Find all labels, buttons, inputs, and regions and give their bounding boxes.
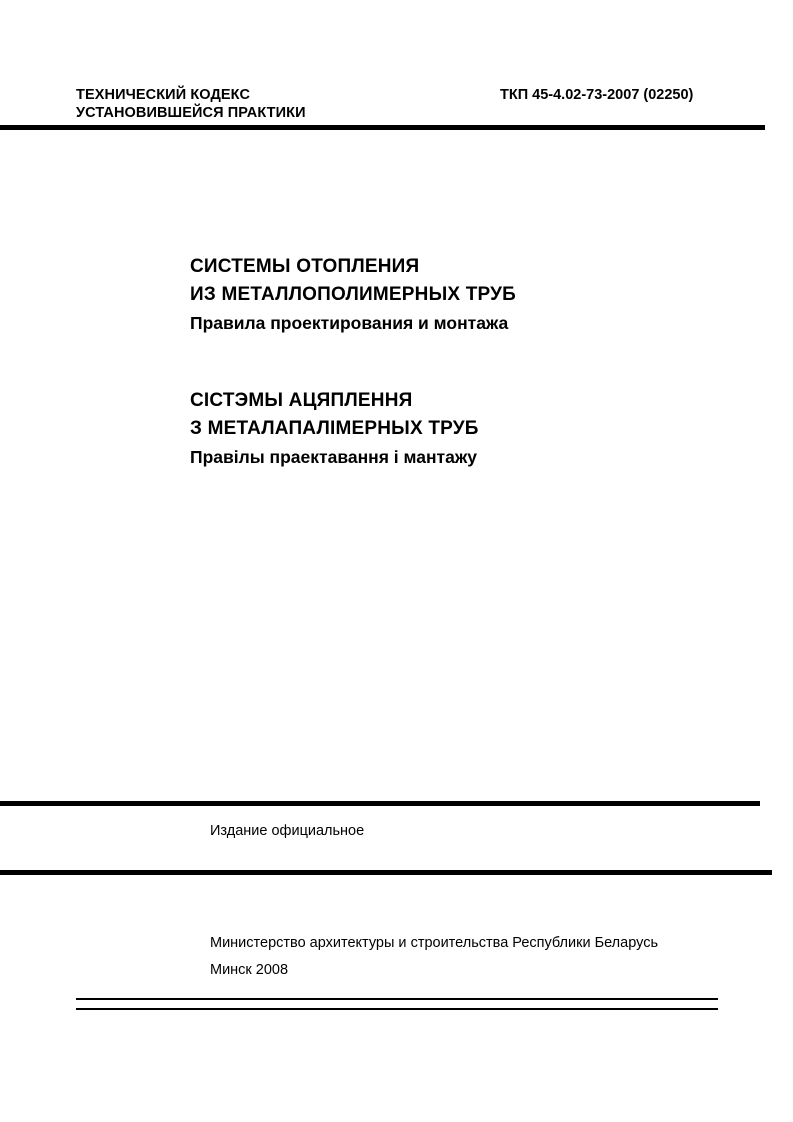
footer-divider-upper bbox=[76, 998, 718, 1000]
document-type bbox=[76, 86, 306, 122]
title-russian-line2: ИЗ МЕТАЛЛОПОЛИМЕРНЫХ ТРУБ bbox=[190, 284, 517, 305]
footer-divider-lower bbox=[76, 1008, 718, 1010]
publisher-ministry: Министерство архитектуры и строительства Республики Беларусь bbox=[210, 935, 658, 951]
title-belarusian bbox=[190, 387, 479, 471]
title-russian-subtitle: Правила проектирования и монтажа bbox=[190, 313, 509, 333]
header-divider bbox=[0, 125, 765, 130]
document-type-line1: ТЕХНИЧЕСКИЙ КОДЕКС bbox=[76, 87, 251, 103]
title-russian bbox=[190, 253, 516, 337]
edition-top-divider bbox=[0, 801, 760, 806]
document-code: ТКП 45-4.02-73-2007 (02250) bbox=[500, 87, 694, 103]
title-belarusian-subtitle: Правілы праектавання і мантажу bbox=[190, 447, 477, 467]
edition-label: Издание официальное bbox=[210, 823, 365, 839]
title-russian-line1: СИСТЕМЫ ОТОПЛЕНИЯ bbox=[190, 256, 420, 277]
title-belarusian-line2: З МЕТАЛАПАЛІМЕРНЫХ ТРУБ bbox=[190, 418, 479, 439]
publisher bbox=[210, 930, 658, 984]
document-type-line2: УСТАНОВИВШЕЙСЯ ПРАКТИКИ bbox=[76, 105, 306, 121]
title-belarusian-line1: СІСТЭМЫ АЦЯПЛЕННЯ bbox=[190, 390, 413, 411]
publisher-city-year: Минск 2008 bbox=[210, 962, 289, 978]
edition-bottom-divider bbox=[0, 870, 772, 875]
